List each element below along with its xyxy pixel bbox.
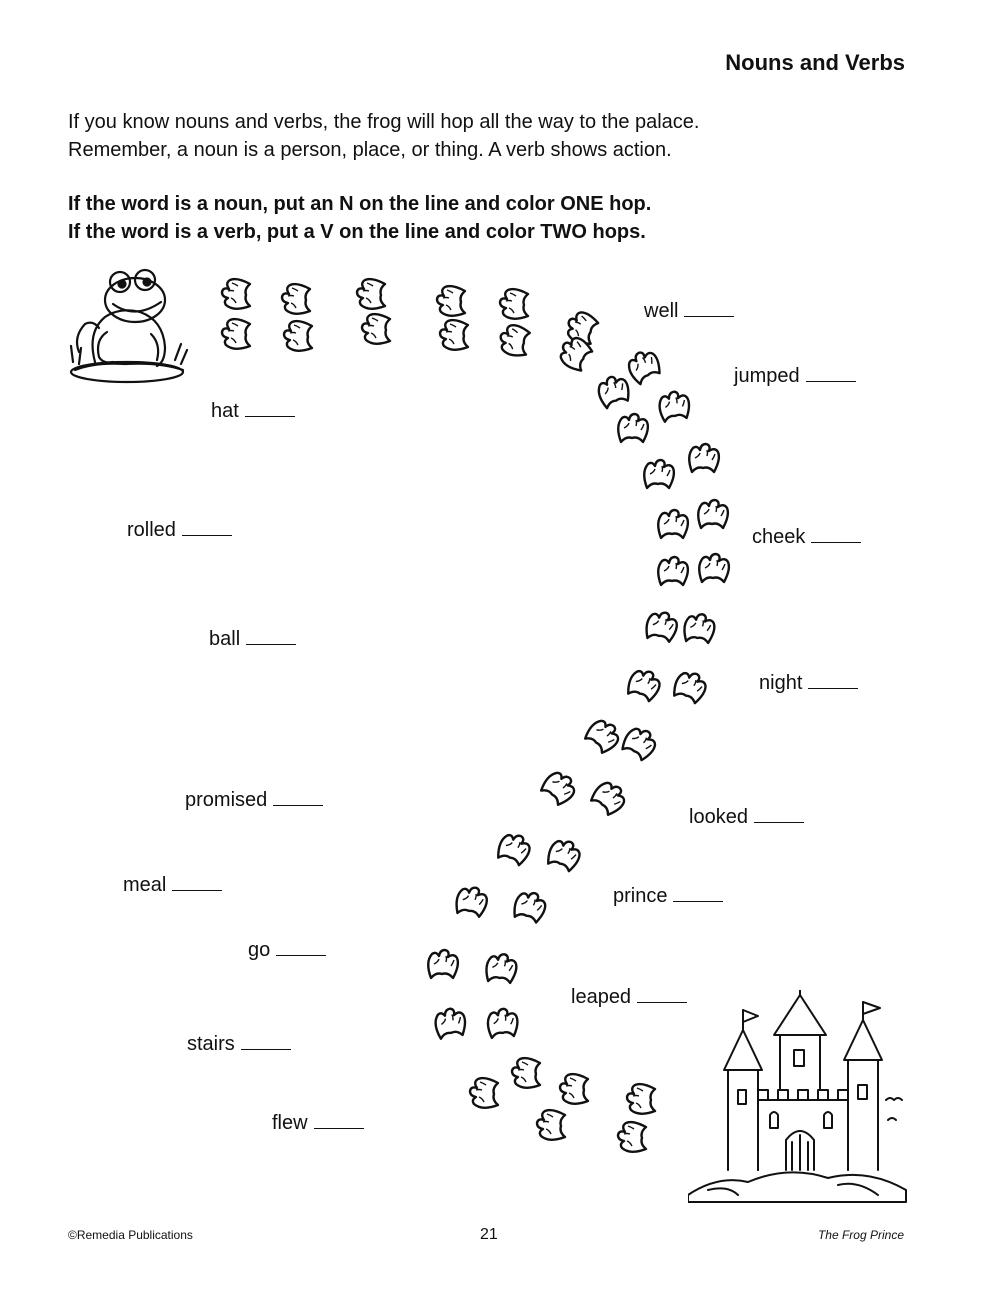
intro-line-2: Remember, a noun is a person, place, or thing. A verb shows action. [68,139,672,161]
word-flew [272,1110,364,1135]
word-promised [185,787,323,812]
hop-footprint-icon[interactable] [222,279,250,309]
word-label: well [644,300,679,322]
answer-blank[interactable] [637,984,687,1003]
answer-blank[interactable] [806,363,856,382]
hop-footprint-icon[interactable] [512,1058,540,1088]
answer-blank[interactable] [241,1031,291,1050]
intro-line-1: If you know nouns and verbs, the frog will hop all the way to the palace. [68,111,700,133]
publisher-credit: ©Remedia Publications [68,1228,193,1242]
word-stairs [187,1031,291,1056]
hop-footprint-icon[interactable] [595,373,632,409]
hop-footprint-icon[interactable] [672,668,709,704]
word-label: go [248,939,271,961]
word-label: hat [211,400,239,422]
word-label: promised [185,789,268,811]
hop-footprint-icon[interactable] [433,1007,467,1040]
hop-footprint-icon[interactable] [537,1110,565,1140]
instruction-verb: If the word is a verb, put a V on the line and color TWO hops. [68,221,646,243]
hop-footprint-icon[interactable] [657,390,691,423]
word-cheek [752,524,861,549]
hop-footprint-icon[interactable] [624,346,664,385]
hop-footprint-icon[interactable] [284,321,312,351]
hop-footprint-icon[interactable] [689,444,719,472]
word-rolled [127,517,232,542]
hop-footprint-icon[interactable] [683,613,715,643]
answer-blank[interactable] [273,787,323,806]
hop-footprint-icon[interactable] [589,777,630,818]
hop-footprint-icon[interactable] [620,724,660,763]
word-label: meal [123,874,167,896]
hop-footprint-icon[interactable] [362,314,390,344]
hop-footprint-icon[interactable] [282,284,310,314]
answer-blank[interactable] [808,670,858,689]
hop-footprint-icon[interactable] [357,279,385,309]
word-label: ball [209,628,241,650]
hop-footprint-icon[interactable] [512,889,548,924]
hop-footprint-icon[interactable] [500,289,528,319]
word-hat [211,398,295,423]
word-go [248,937,326,962]
word-leaped [571,984,687,1009]
hop-footprint-icon[interactable] [560,1074,588,1104]
hop-footprint-icon[interactable] [546,836,583,872]
hop-footprint-icon[interactable] [698,500,728,528]
answer-blank[interactable] [276,937,326,956]
hop-footprint-icon[interactable] [627,1084,655,1114]
hop-footprint-icon[interactable] [440,320,468,350]
answer-blank[interactable] [754,804,804,823]
word-label: stairs [187,1033,235,1055]
hop-footprint-icon[interactable] [496,830,533,866]
hop-footprint-icon[interactable] [658,557,688,585]
word-label: cheek [752,526,806,548]
hop-footprint-icon[interactable] [222,319,250,349]
instruction-noun: If the word is a noun, put an N on the line and color ONE hop. [68,193,652,215]
word-label: looked [689,806,748,828]
hop-footprint-icon[interactable] [583,715,624,756]
answer-blank[interactable] [811,524,861,543]
hop-footprint-icon[interactable] [470,1078,498,1108]
hop-footprint-icon[interactable] [487,1008,519,1038]
page-title: Nouns and Verbs [725,50,905,75]
word-night [759,670,858,695]
word-looked [689,804,804,829]
hop-footprint-icon[interactable] [626,666,663,702]
hop-footprint-icon[interactable] [645,610,679,643]
hop-footprint-icon[interactable] [539,767,580,808]
page-number: 21 [480,1226,498,1243]
hop-footprint-icon[interactable] [498,323,531,357]
hop-footprint-icon[interactable] [618,1122,646,1152]
hop-footprint-icon[interactable] [437,286,465,316]
word-jumped [734,363,856,388]
answer-blank[interactable] [684,298,734,317]
hop-footprint-icon[interactable] [618,414,648,442]
hop-footprint-icon[interactable] [699,554,729,582]
word-label: leaped [571,986,632,1008]
word-label: flew [272,1112,308,1134]
hop-footprint-icon[interactable] [455,885,489,918]
hop-footprint-icon[interactable] [485,953,517,983]
book-title: The Frog Prince [817,1228,904,1242]
word-label: prince [613,885,668,907]
word-meal [123,872,222,897]
hop-footprint-icon[interactable] [644,460,674,488]
word-label: night [759,672,803,694]
word-prince [613,883,723,908]
word-label: jumped [734,365,800,387]
hop-footprint-icon[interactable] [428,950,458,978]
answer-blank[interactable] [172,872,222,891]
hop-footprint-icon[interactable] [658,510,688,538]
answer-blank[interactable] [245,398,295,417]
word-label: rolled [127,519,176,541]
answer-blank[interactable] [314,1110,364,1129]
answer-blank[interactable] [246,626,296,645]
answer-blank[interactable] [673,883,723,902]
answer-blank[interactable] [182,517,232,536]
word-ball [209,626,296,651]
word-well [644,298,734,323]
